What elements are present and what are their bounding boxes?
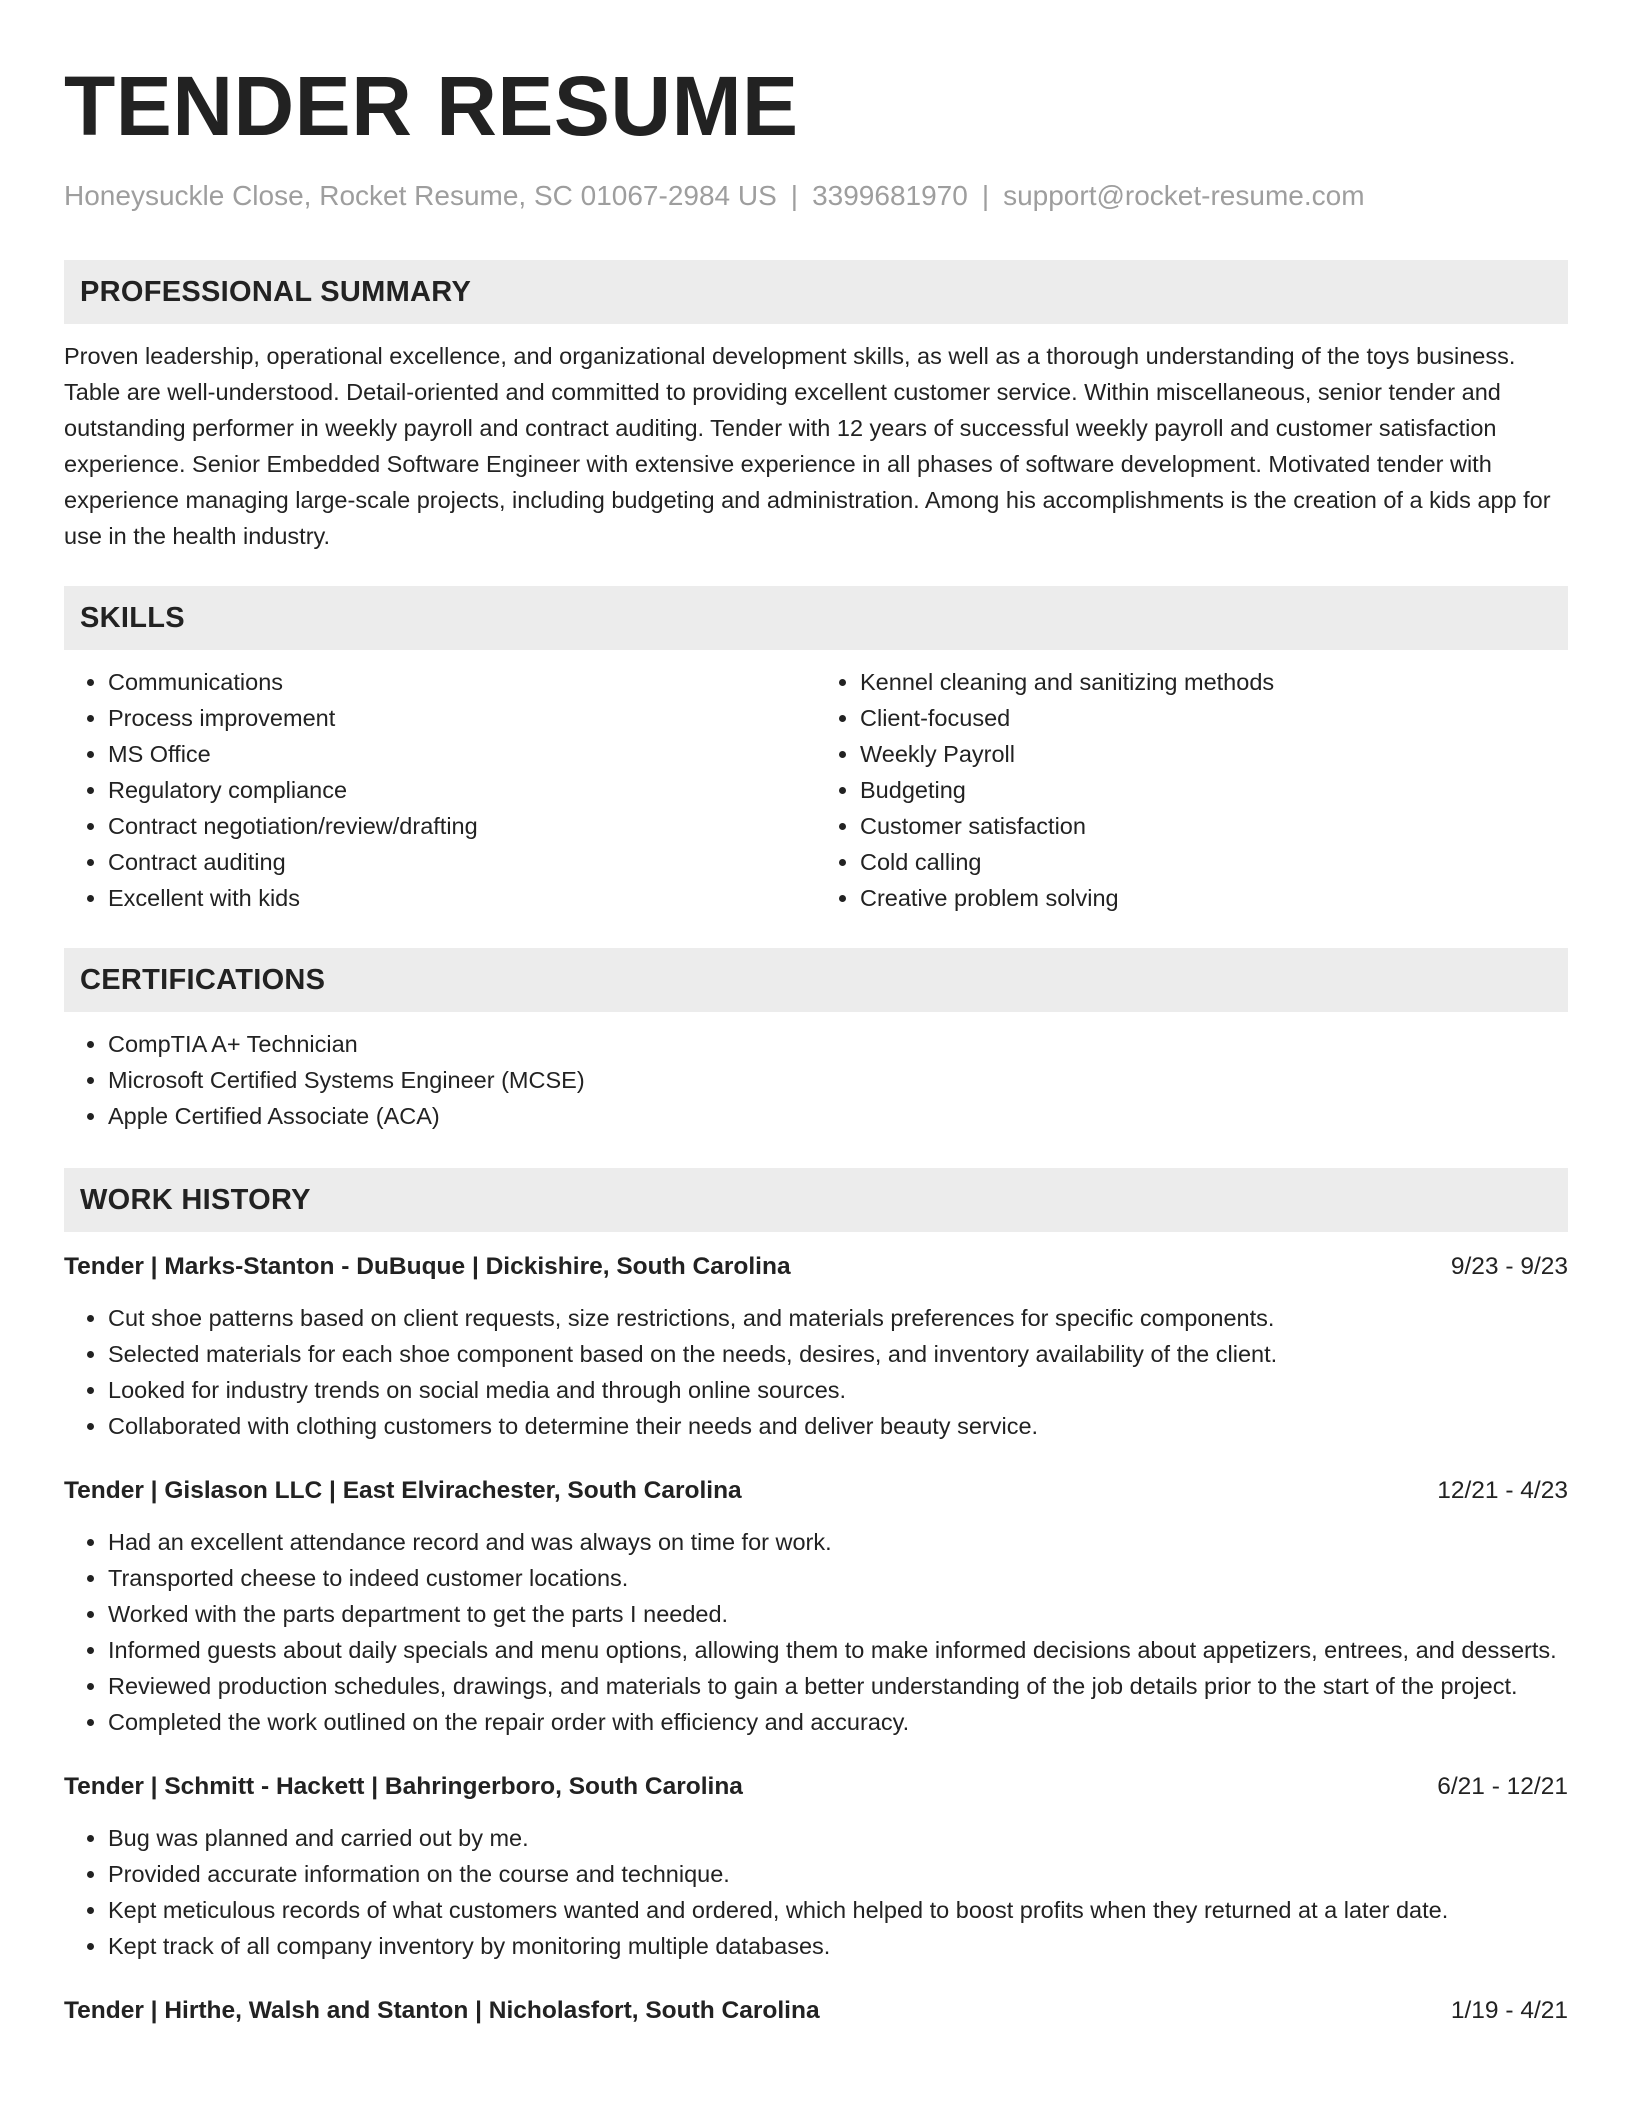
list-item: • Contract auditing bbox=[108, 844, 816, 880]
list-item: • Had an excellent attendance record and was always on time for work. bbox=[108, 1524, 1568, 1560]
list-item: • Worked with the parts department to get the parts I needed. bbox=[108, 1596, 1568, 1632]
list-item: • Creative problem solving bbox=[860, 880, 1568, 916]
job-bullets bbox=[64, 1820, 1568, 1964]
job-dates: 6/21 - 12/21 bbox=[1437, 1773, 1568, 1800]
list-item: • Looked for industry trends on social media and through online sources. bbox=[108, 1372, 1568, 1408]
list-item: • Informed guests about daily specials and menu options, allowing them to make informed decisions about appetizers, entrees, and desserts. bbox=[108, 1632, 1568, 1668]
list-item: • Provided accurate information on the course and technique. bbox=[108, 1856, 1568, 1892]
list-item: • Cut shoe patterns based on client requests, size restrictions, and materials preferences for specific components. bbox=[108, 1300, 1568, 1336]
contact-phone: 3399681970 bbox=[812, 180, 968, 211]
list-item: • Client-focused bbox=[860, 700, 1568, 736]
job-dates: 9/23 - 9/23 bbox=[1450, 1253, 1568, 1280]
contact-address: Honeysuckle Close, Rocket Resume, SC 01067-2984 US bbox=[64, 180, 777, 211]
list-item: • MS Office bbox=[108, 736, 816, 772]
job-bullets bbox=[64, 1300, 1568, 1444]
job-title: Tender | Schmitt - Hackett | Bahringerboro, South Carolina bbox=[64, 1773, 743, 1800]
job-title: Tender | Hirthe, Walsh and Stanton | Nicholasfort, South Carolina bbox=[64, 1997, 820, 2024]
contact-email: support@rocket-resume.com bbox=[1003, 180, 1365, 211]
job-header bbox=[64, 1994, 1568, 2028]
section-header-skills: SKILLS bbox=[64, 586, 1568, 650]
work-history-list bbox=[64, 1250, 1568, 2028]
list-item: • Microsoft Certified Systems Engineer (MCSE) bbox=[108, 1062, 1568, 1098]
job-entry bbox=[64, 1994, 1568, 2028]
list-item: • Apple Certified Associate (ACA) bbox=[108, 1098, 1568, 1134]
list-item: • Selected materials for each shoe component based on the needs, desires, and inventory availability of the client. bbox=[108, 1336, 1568, 1372]
list-item: • Cold calling bbox=[860, 844, 1568, 880]
contact-separator: | bbox=[790, 180, 799, 211]
job-title: Tender | Gislason LLC | East Elvirachester, South Carolina bbox=[64, 1477, 742, 1504]
certifications-block bbox=[64, 1026, 1568, 1134]
job-dates: 1/19 - 4/21 bbox=[1450, 1997, 1568, 2024]
list-item: • Kept track of all company inventory by monitoring multiple databases. bbox=[108, 1928, 1568, 1964]
list-item: • Customer satisfaction bbox=[860, 808, 1568, 844]
contact-line bbox=[64, 180, 1568, 212]
list-item: • Completed the work outlined on the repair order with efficiency and accuracy. bbox=[108, 1704, 1568, 1740]
section-header-work-history: WORK HISTORY bbox=[64, 1168, 1568, 1232]
list-item: • Kept meticulous records of what customers wanted and ordered, which helped to boost profits when they returned at a later date. bbox=[108, 1892, 1568, 1928]
certifications-list bbox=[64, 1026, 1568, 1134]
job-entry bbox=[64, 1250, 1568, 1444]
list-item: • Communications bbox=[108, 664, 816, 700]
job-entry bbox=[64, 1474, 1568, 1740]
job-header bbox=[64, 1474, 1568, 1508]
section-header-certifications: CERTIFICATIONS bbox=[64, 948, 1568, 1012]
skills-columns bbox=[64, 664, 1568, 916]
list-item: • Reviewed production schedules, drawings, and materials to gain a better understanding of the job details prior to the start of the project. bbox=[108, 1668, 1568, 1704]
job-bullets bbox=[64, 1524, 1568, 1740]
job-dates: 12/21 - 4/23 bbox=[1437, 1477, 1568, 1504]
list-item: • Collaborated with clothing customers to determine their needs and deliver beauty service. bbox=[108, 1408, 1568, 1444]
list-item: • Contract negotiation/review/drafting bbox=[108, 808, 816, 844]
job-header bbox=[64, 1770, 1568, 1804]
list-item: • Transported cheese to indeed customer locations. bbox=[108, 1560, 1568, 1596]
section-header-summary: PROFESSIONAL SUMMARY bbox=[64, 260, 1568, 324]
list-item: • Weekly Payroll bbox=[860, 736, 1568, 772]
summary-text: Proven leadership, operational excellence, and organizational development skills, as well as a thorough understanding of the toys business. Table are well-understood. Detail-oriented and committed to providing excellent customer service. Within miscellaneous, senior tender and outstanding performer in weekly payroll and contract auditing. Tender with 12 years of successful weekly payroll and customer satisfaction experience. Senior Embedded Software Engineer with extensive experience in all phases of software development. Motivated tender with experience managing large-scale projects, including budgeting and administration. Among his accomplishments is the creation of a kids app for use in the health industry. bbox=[64, 343, 1551, 549]
contact-separator: | bbox=[981, 180, 990, 211]
list-item: • Bug was planned and carried out by me. bbox=[108, 1820, 1568, 1856]
skills-list-left bbox=[64, 664, 816, 916]
list-item: • Regulatory compliance bbox=[108, 772, 816, 808]
list-item: • Kennel cleaning and sanitizing methods bbox=[860, 664, 1568, 700]
job-header bbox=[64, 1250, 1568, 1284]
resume-name: TENDER RESUME bbox=[64, 59, 799, 153]
list-item: • Process improvement bbox=[108, 700, 816, 736]
job-title: Tender | Marks-Stanton - DuBuque | Dickishire, South Carolina bbox=[64, 1253, 791, 1280]
list-item: • Budgeting bbox=[860, 772, 1568, 808]
skills-list-right bbox=[816, 664, 1568, 916]
job-entry bbox=[64, 1770, 1568, 1964]
list-item: • Excellent with kids bbox=[108, 880, 816, 916]
list-item: • CompTIA A+ Technician bbox=[108, 1026, 1568, 1062]
